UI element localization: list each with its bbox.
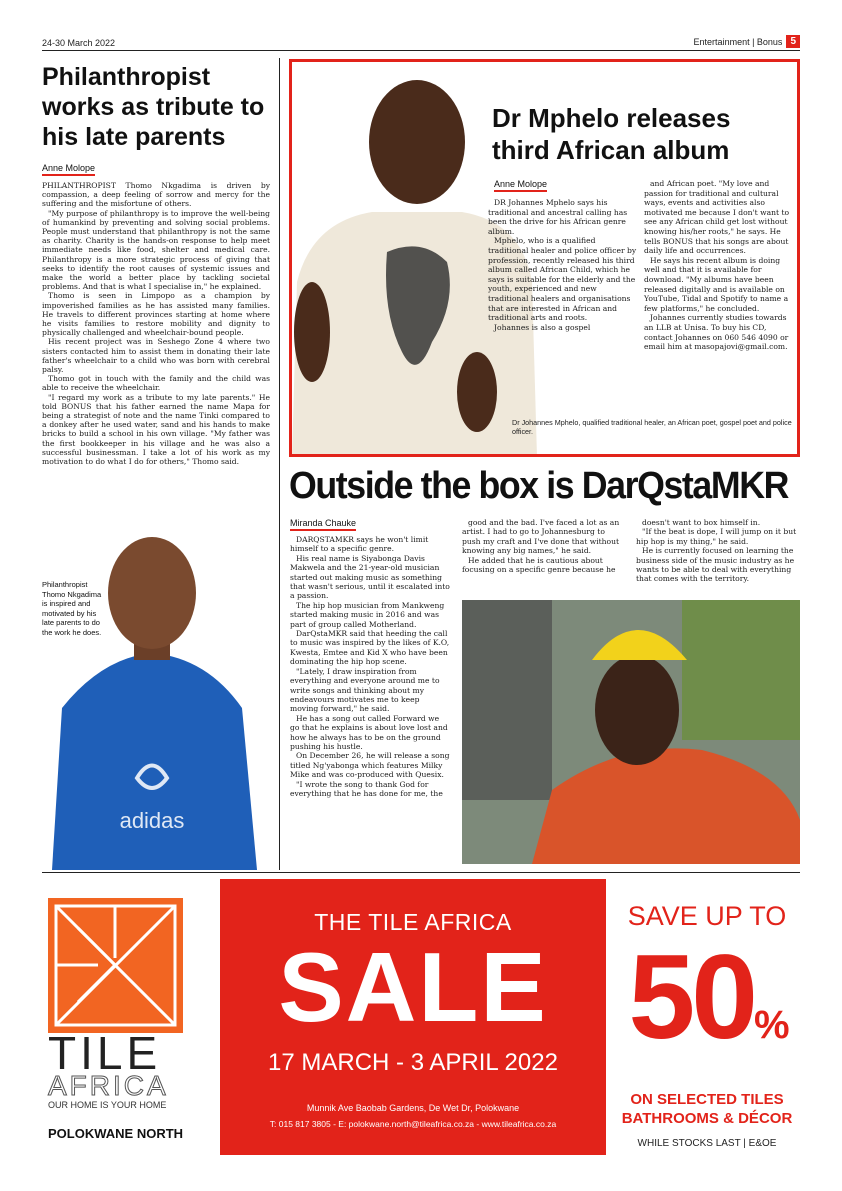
sale-word: SALE: [278, 932, 548, 1042]
paragraph: He added that he is cautious about focusing on a specific genre because he: [462, 555, 616, 575]
sale-title: THE TILE AFRICA: [314, 909, 512, 935]
sale-banner: [220, 879, 606, 1155]
discount-percent: %: [753, 1003, 786, 1047]
paragraph: DarQstaMKR said that heeding the call to music was inspired by the likes of K.O, Kwesta, Emtee and Kid X who have been dominating the hip hop scene.: [290, 629, 450, 667]
brand-slogan: OUR HOME IS YOUR HOME: [48, 1100, 167, 1110]
tile-africa-logo-icon: [48, 898, 183, 1033]
paragraph: DARQSTAMKR says he won't limit himself to a specific genre.: [290, 535, 429, 554]
paragraph: He says his recent album is doing well and that it is available for download. "My albums have been released digitally and is available on YouTube, Tidal and Spotify to name a few platforms," he concluded.: [644, 255, 789, 313]
discount-number: 50: [628, 930, 754, 1064]
paragraph: Thomo is seen in Limpopo as a champion by impoverished families as he has assisted many families. He travels to different provinces starting at home where he visits families to restore mobility and dignity to physically challenged and wheelchair-bound people.: [42, 291, 270, 338]
paragraph: DR Johannes Mphelo says his traditional and ancestral calling has been the drive for his African genre album.: [488, 198, 628, 236]
paragraph: Johannes is also a gospel: [494, 322, 591, 332]
section-name: Entertainment | Bonus: [693, 36, 783, 47]
brand-africa: AFRICA: [48, 1070, 169, 1101]
paragraph: and African poet. "My love and passion for traditional and cultural ways, events and activities also motivated me because I don't want to see any African child get lost without knowing his/her roots," he says. He tells BONUS that his songs are about daily life and occurrences.: [644, 179, 790, 256]
store-address: Munnik Ave Baobab Gardens, De Wet Dr, Polokwane: [306, 1103, 520, 1113]
philanthropist-headline: Philanthropist works as tribute to his late parents: [42, 63, 265, 151]
paragraph: Johannes currently studies towards an LLB at Unisa. To buy his CD, contact Johannes on 060 546 4090 or email him at masopajovi@gmail.com.: [644, 313, 789, 352]
paragraph: On December 26, he will release a song titled Ng'yabonga which features Milky Mike and was co-produced with Quesix.: [290, 751, 450, 780]
mphelo-column-1: [488, 198, 638, 332]
sale-dates: 17 MARCH - 3 APRIL 2022: [268, 1049, 558, 1076]
section-label: [694, 35, 800, 48]
column-divider: [279, 58, 280, 870]
mphelo-column-2: [644, 179, 794, 352]
mphelo-headline: Dr Mphelo releases third African album: [492, 103, 731, 165]
paragraph: "I wrote the song to thank God for everything that he has done for me, the: [290, 779, 443, 798]
darq-byline: Miranda Chauke: [290, 518, 356, 531]
discount-block: [612, 900, 802, 1149]
paragraph: "I regard my work as a tribute to my late parents." He told BONUS that his father earned the name Mapa for being a strategist of note and the name Tinki compared to a donkey after he used water, sand and his hands to make bricks to build a school in his own village. "My father was the first bookkeeper in his village and he was also a successful businessman. I take a lot of his work as my motivation to do what I do for others," Thomo said.: [42, 392, 270, 467]
paragraph: good and the bad. I've faced a lot as an artist. I had to go to Johannesburg to push my craft and I've done that without knowing any big names," he said.: [462, 518, 620, 556]
paragraph: Mphelo, who is a qualified traditional healer and police officer by profession, recently released his third album called African Child, which he says is suitable for the elderly and the youth, experienced and new traditional healers and organisations that are interested in African and traditional arts and roots.: [488, 236, 637, 323]
save-text: SAVE UP TO: [627, 901, 787, 931]
ad-divider: [42, 872, 800, 873]
philanthropist-byline: Anne Molope: [42, 163, 95, 176]
paragraph: Thomo got in touch with the family and the child was able to receive the wheelchair.: [42, 374, 270, 393]
paragraph: He is currently focused on learning the business side of the music industry as he wants to be able to deal with everything that comes with the territory.: [636, 546, 795, 584]
discount-figure: [612, 932, 802, 1090]
mphelo-byline: Anne Molope: [494, 179, 547, 192]
selected-tiles: ON SELECTED TILES: [630, 1091, 784, 1108]
issue-date: 24-30 March 2022: [42, 38, 116, 48]
philanthropist-body: [42, 181, 270, 466]
thomo-caption: Philanthropist Thomo Nkgadima is inspired and motivated by his late parents to do the work he does.: [42, 580, 102, 637]
paragraph: "Lately, I draw inspiration from everything and everyone around me to write songs and thinking about my endeavours motivates me to keep moving forward," he said.: [290, 666, 440, 714]
store-contact: T: 015 817 3805 - E: polokwane.north@tileafrica.co.za - www.tileafrica.co.za: [269, 1119, 557, 1129]
page-number: 5: [786, 35, 800, 48]
paragraph: His real name is Siyabonga Davis Makwela and the 21-year-old musician started out making music as something that wasn't serious, until it escalated into a passion.: [290, 553, 450, 601]
darq-column-3: [636, 518, 800, 584]
stocks-disclaimer: WHILE STOCKS LAST | E&OE: [637, 1138, 777, 1149]
svg-text:adidas: adidas: [119, 808, 185, 833]
paragraph: He has a song out called Forward we go that he explains is about love lost and how he always has to be on the ground pushing his hustle.: [290, 713, 448, 751]
mphelo-caption: Dr Johannes Mphelo, qualified traditional healer, an African poet, gospel poet and police officer.: [512, 418, 792, 436]
paragraph: "My purpose of philanthropy is to improve the well-being of humankind by preventing and solving social problems. People must understand that philanthropy is not the same as charity. Charity is the hands-on response to help meet immediate needs like food, shelter and medical care. Philanthropy is a more strategic process of giving that seeks to identify the root causes of systemic issues and make the world a better place by tackling societal problems. And that is what I specialise in," he explained.: [42, 208, 270, 292]
darq-photo: [462, 600, 800, 864]
paragraph: "If the beat is dope, I will jump on it but hip hop is my thing," he said.: [636, 527, 797, 546]
darq-column-2: [462, 518, 622, 574]
paragraph: His recent project was in Seshego Zone 4 where two sisters contacted him to assist them in donating their late father's wheelchair to a child who was born with cerebral palsy.: [42, 337, 270, 375]
header-divider: [42, 50, 800, 51]
darq-column-1: [290, 535, 450, 798]
store-name: POLOKWANE NORTH: [48, 1126, 184, 1141]
paragraph: PHILANTHROPIST Thomo Nkgadima is driven by compassion, a deep feeling of sorrow and mercy for the suffering and the misfortune of others.: [42, 181, 270, 209]
bathrooms-decor: BATHROOMS & DÉCOR: [621, 1110, 793, 1127]
paragraph: The hip hop musician from Mankweng started making music in 2016 and was part of group called Motherland.: [290, 600, 445, 629]
paragraph: doesn't want to box himself in.: [642, 518, 761, 527]
darq-headline: Outside the box is DarQstaMKR: [289, 465, 788, 507]
brand-tile: TILE: [48, 1027, 162, 1079]
mphelo-article-box: [289, 59, 800, 457]
